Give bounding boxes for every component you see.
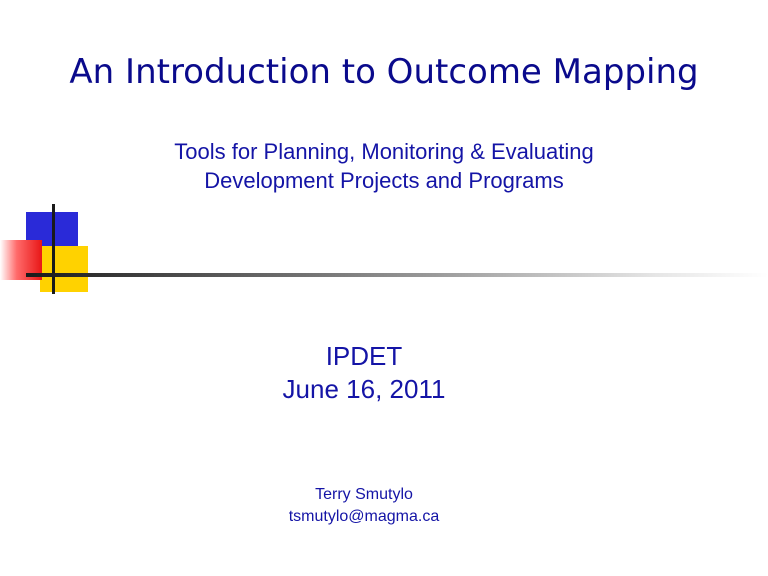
decorative-block-motif: [0, 200, 768, 310]
presenter-email: tsmutylo@magma.ca: [288, 508, 440, 525]
slide-subtitle: [0, 137, 768, 195]
subtitle-line-2: Development Projects and Programs: [204, 168, 564, 193]
presenter-name: Terry Smutylo: [315, 486, 413, 503]
event-info: [0, 340, 728, 406]
yellow-square-decoration: [40, 246, 88, 292]
subtitle-line-1: Tools for Planning, Monitoring & Evaluating: [174, 139, 594, 164]
slide-title: An Introduction to Outcome Mapping: [69, 52, 699, 92]
event-name: IPDET: [325, 341, 403, 371]
vertical-rule-decoration: [52, 204, 55, 294]
presenter-info: [0, 484, 728, 528]
horizontal-rule-decoration: [26, 273, 768, 277]
event-date: June 16, 2011: [282, 374, 446, 404]
